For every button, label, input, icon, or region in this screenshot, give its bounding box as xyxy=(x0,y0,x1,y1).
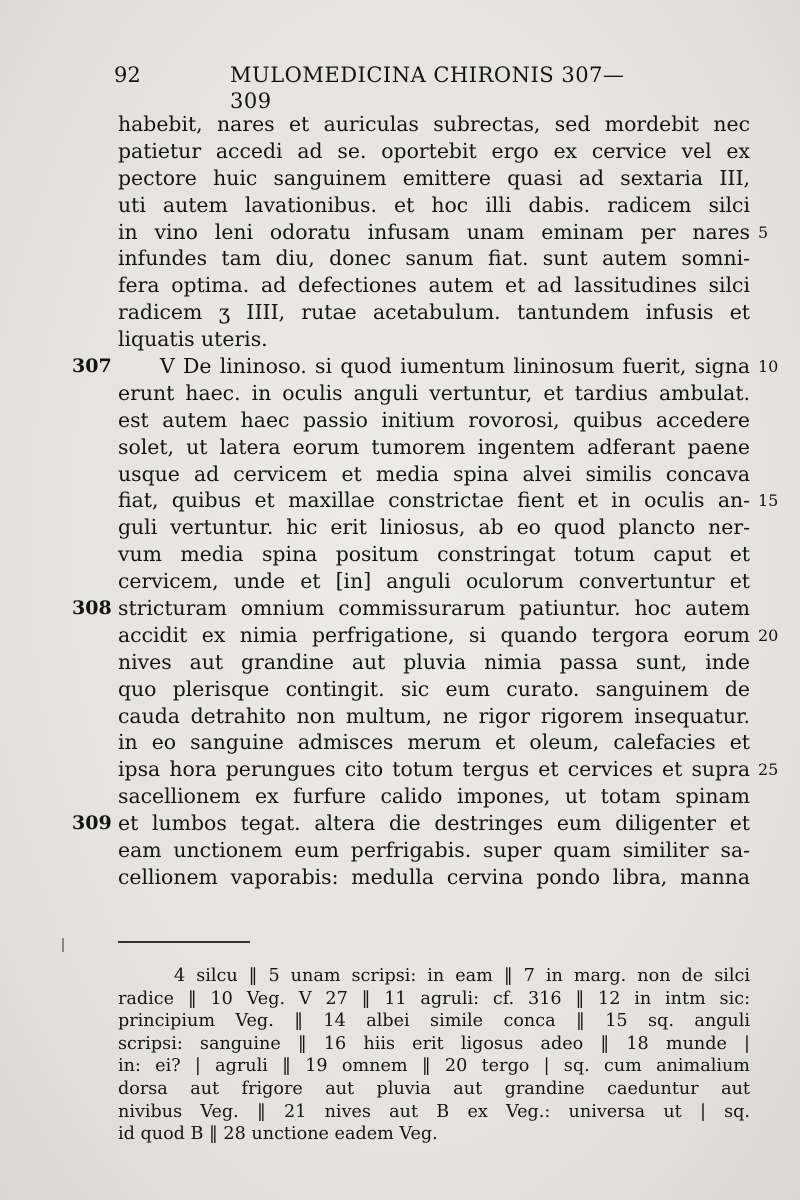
text-line xyxy=(118,434,750,461)
footnote-line: nivibus Veg. ‖ 21 nives aut B ex Veg.: universa ut | sq. xyxy=(118,1101,750,1122)
text-line xyxy=(118,192,750,219)
line-text: habebit, nares et auriculas subrectas, sed mordebit nec xyxy=(118,112,750,136)
line-text: guli vertuntur. hic erit liniosus, ab eo quod plancto ner- xyxy=(118,515,750,540)
text-line xyxy=(118,514,750,541)
text-line xyxy=(118,165,750,192)
text-line xyxy=(118,138,750,165)
line-text: in eo sanguine admisces merum et oleum, calefacies et xyxy=(118,730,750,755)
text-line xyxy=(118,487,779,514)
text-line xyxy=(118,783,750,810)
line-text: in vino leni odoratu infusam unam eminam per nares xyxy=(118,219,750,244)
line-number: 25 xyxy=(758,760,779,780)
line-text: nives aut grandine aut pluvia nimia passa sunt, inde xyxy=(118,649,750,674)
text-line xyxy=(118,407,750,434)
text-line xyxy=(118,729,750,756)
line-text: erunt haec. in oculis anguli vertuntur, et tardius ambulat. xyxy=(118,380,750,405)
line-text: accidit ex nimia perfrigatione, si quando tergora eorum xyxy=(118,622,750,647)
section-number: 307 xyxy=(72,355,112,378)
footnote-line: principium Veg. ‖ 14 albei simile conca ‖ 15 sq. anguli xyxy=(118,1011,750,1032)
footnote-line: id quod B ‖ 28 unctione eadem Veg. xyxy=(118,1124,438,1145)
line-text: eam unctionem eum perfrigabis. super quam similiter sa- xyxy=(118,838,750,863)
line-text: usque ad cervicem et media spina alvei similis concava xyxy=(118,461,750,486)
text-line xyxy=(118,326,750,353)
line-text: liquatis uteris. xyxy=(118,327,268,352)
text-line xyxy=(118,245,750,272)
footnote-line: 4 silcu ‖ 5 unam scripsi: in eam ‖ 7 in marg. non de silci xyxy=(174,966,750,986)
text-line xyxy=(118,272,750,299)
footnote-line: scripsi: sanguine ‖ 16 hiis erit ligosus adeo ‖ 18 munde | xyxy=(118,1033,750,1054)
line-text: et lumbos tegat. altera die destringes eum diligenter et xyxy=(118,811,750,836)
text-line xyxy=(118,461,750,488)
line-text: uti autem lavationibus. et hoc illi dabis. radicem silci xyxy=(118,192,750,217)
footnote-line: in: ei? | agruli ‖ 19 omnem ‖ 20 tergo | sq. cum animalium xyxy=(118,1056,750,1077)
line-text: radicem ʒ IIII, rutae acetabulum. tantundem infusis et xyxy=(118,300,750,325)
text-line xyxy=(118,649,750,676)
line-text: fera optima. ad defectiones autem et ad lassitudines silci xyxy=(118,273,750,298)
running-head: MULOMEDICINA CHIRONIS 307—309 xyxy=(230,63,625,113)
text-line xyxy=(118,111,750,138)
text-line xyxy=(118,676,750,703)
page-header xyxy=(114,62,634,113)
line-number: 20 xyxy=(758,625,779,645)
text-line xyxy=(118,703,750,730)
line-text: stricturam omnium commissurarum patiuntur. hoc autem xyxy=(118,596,750,621)
line-text: patietur accedi ad se. oportebit ergo ex cervice vel ex xyxy=(118,138,750,163)
text-line xyxy=(72,810,750,837)
text-line xyxy=(118,622,779,649)
text-line xyxy=(118,837,750,864)
line-text: quo plerisque contingit. sic eum curato. sanguinem de xyxy=(118,676,750,701)
margin-mark xyxy=(62,938,64,952)
line-text: est autem haec passio initium rovorosi, quibus accedere xyxy=(118,407,750,432)
text-line xyxy=(118,756,779,783)
line-number: 5 xyxy=(758,222,769,242)
line-text: ipsa hora perungues cito totum tergus et cervices et supra xyxy=(118,757,750,782)
page-number: 92 xyxy=(114,63,141,87)
line-text: solet, ut latera eorum tumorem ingentem adferant paene xyxy=(118,434,750,459)
text-line xyxy=(118,299,750,326)
text-line xyxy=(118,864,750,891)
footnote-line: radice ‖ 10 Veg. V 27 ‖ 11 agruli: cf. 316 ‖ 12 in intm sic: xyxy=(118,988,750,1009)
line-text: V De lininoso. si quod iumentum lininosum fuerit, signa xyxy=(160,354,750,379)
text-line xyxy=(118,380,750,407)
footnote-line: dorsa aut frigore aut pluvia aut grandine caeduntur aut xyxy=(118,1078,750,1099)
section-number: 308 xyxy=(72,597,112,620)
line-text: vum media spina positum constringat totum caput et xyxy=(118,542,750,567)
line-text: sacellionem ex furfure calido impones, ut totam spinam xyxy=(118,784,750,809)
text-line xyxy=(72,595,750,622)
text-line xyxy=(72,353,779,380)
footnotes xyxy=(118,965,750,1146)
line-number: 15 xyxy=(758,491,779,511)
footnote-rule xyxy=(118,941,250,943)
main-text xyxy=(72,111,779,891)
text-line xyxy=(118,541,750,568)
line-text: cellionem vaporabis: medulla cervina pondo libra, manna xyxy=(118,864,750,889)
line-text: pectore huic sanguinem emittere quasi ad sextaria III, xyxy=(118,165,750,190)
line-text: cervicem, unde et [in] anguli oculorum convertuntur et xyxy=(118,569,750,594)
line-number: 10 xyxy=(758,357,779,377)
line-text: infundes tam diu, donec sanum fiat. sunt autem somni- xyxy=(118,246,750,271)
text-line xyxy=(118,568,750,595)
section-number: 309 xyxy=(72,812,112,835)
text-line xyxy=(118,219,769,246)
line-text: cauda detrahito non multum, ne rigor rigorem insequatur. xyxy=(118,703,750,728)
line-text: fiat, quibus et maxillae constrictae fient et in oculis an- xyxy=(118,488,750,513)
